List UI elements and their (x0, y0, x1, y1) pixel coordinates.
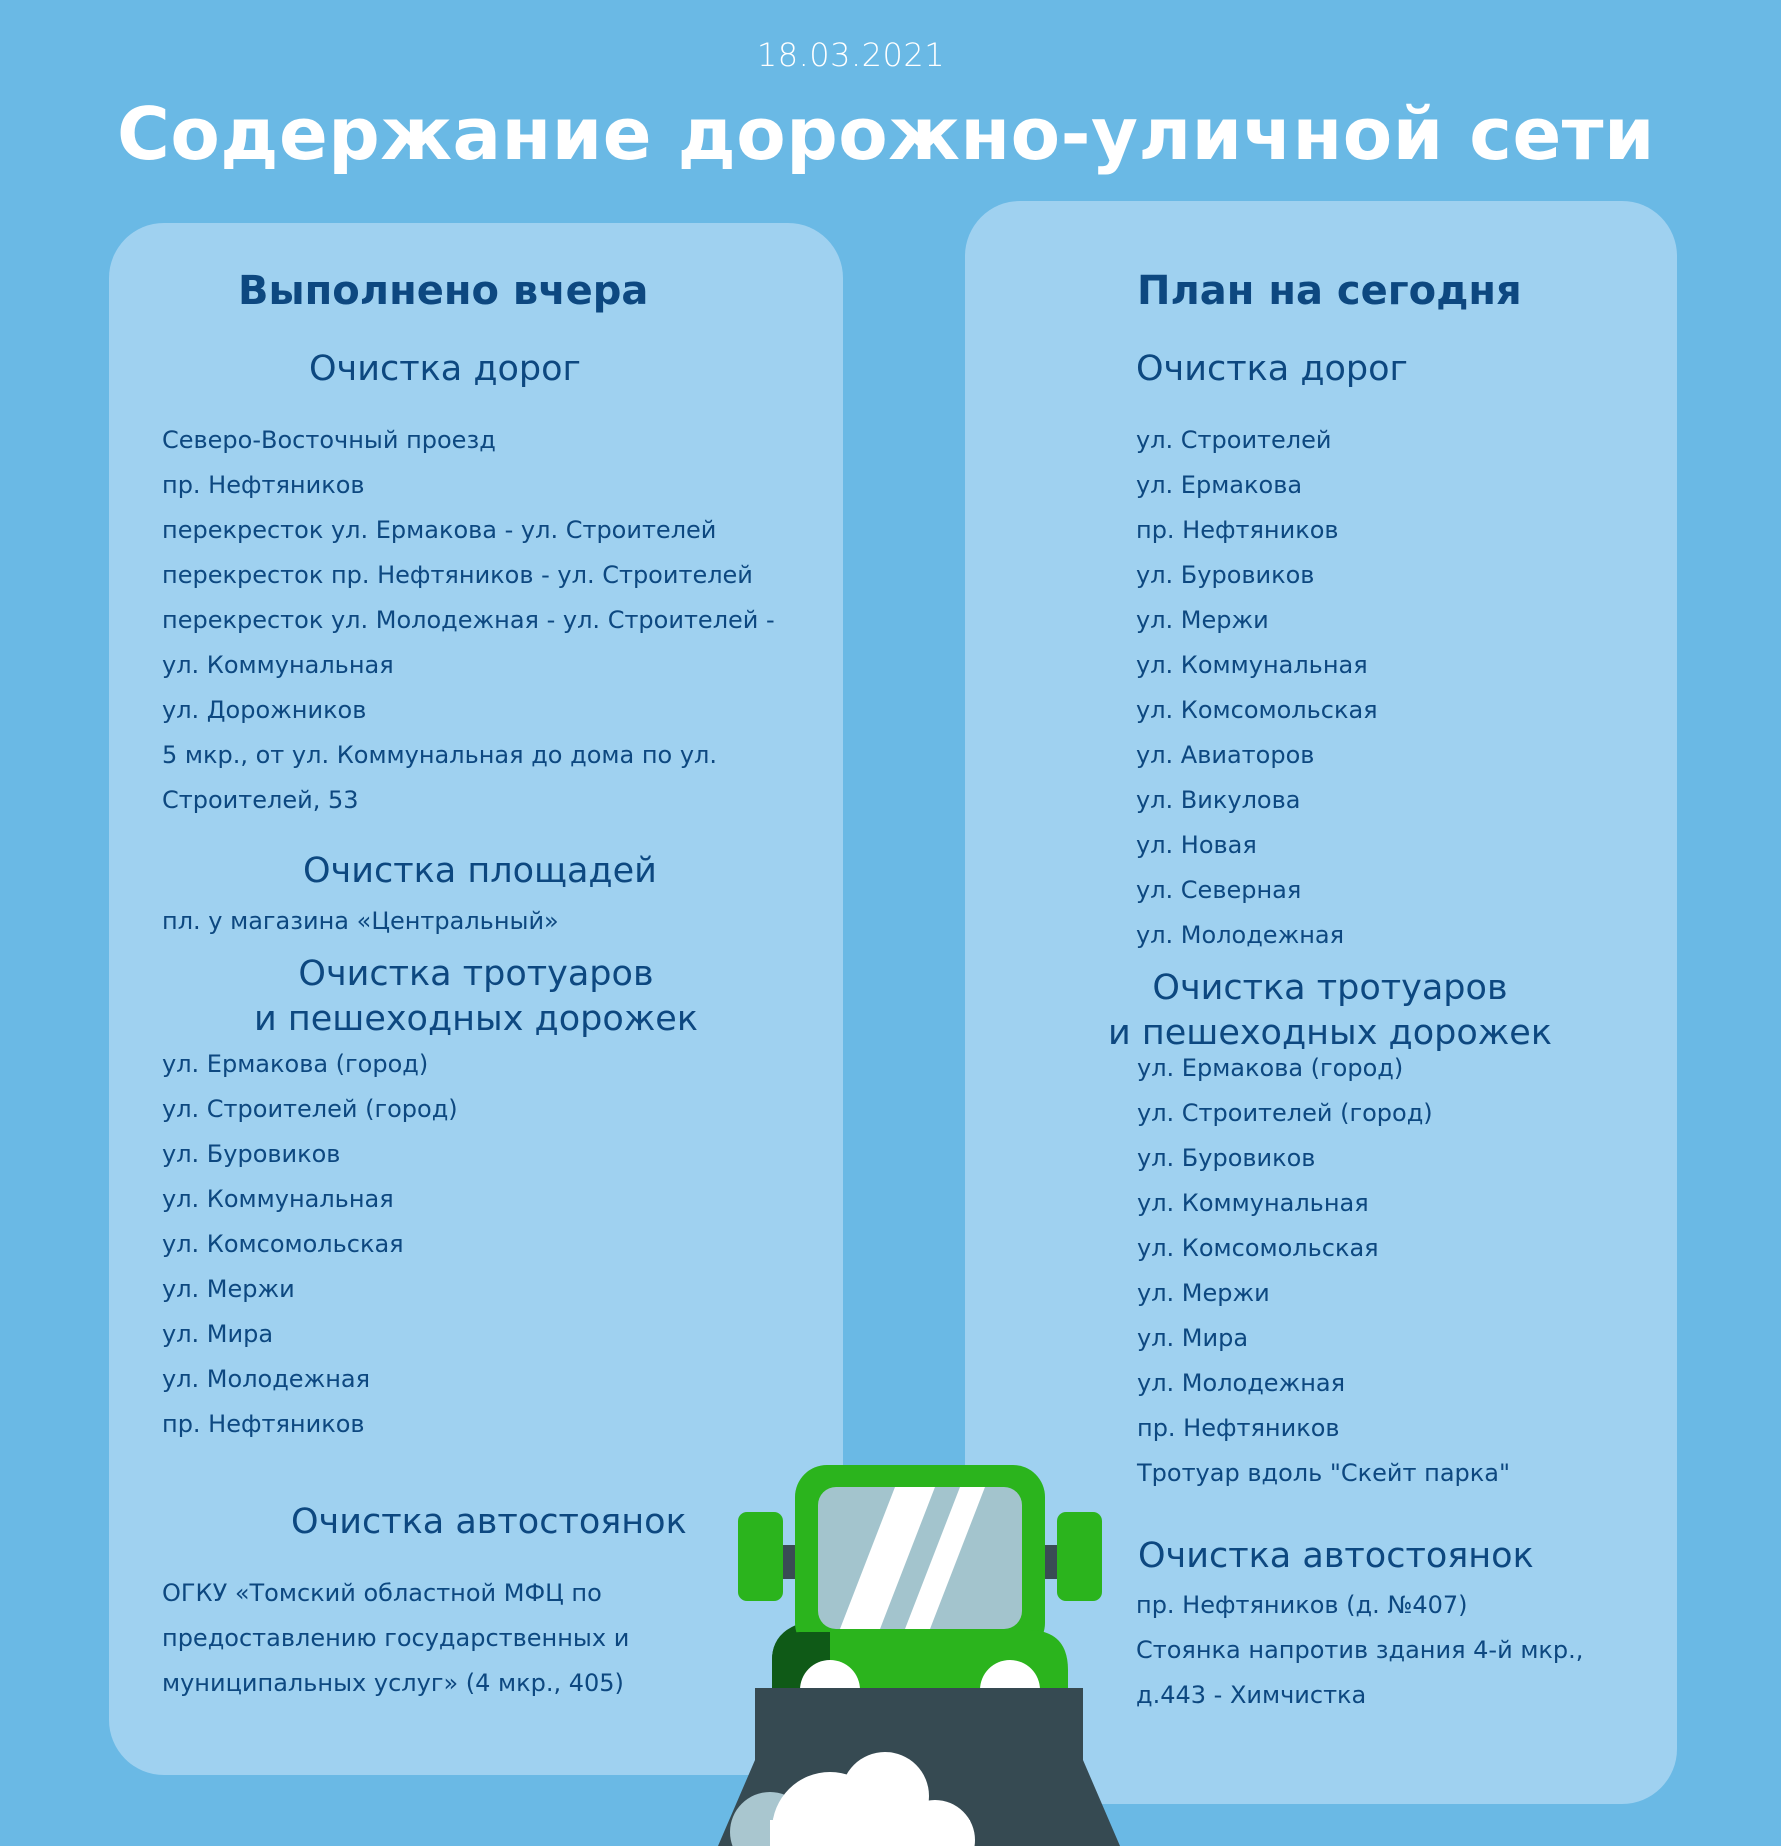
list-item: ул. Строителей (город) (1137, 1099, 1433, 1127)
list-item: предоставлению государственных и (162, 1624, 630, 1652)
snowplow-truck-icon (700, 1455, 1140, 1846)
list-item: ул. Молодежная (162, 1365, 371, 1393)
list-item: пр. Нефтяников (162, 471, 365, 499)
list-item: ул. Комсомольская (162, 1230, 404, 1258)
list-item: ул. Ермакова (город) (1137, 1054, 1404, 1082)
list-roads (162, 418, 775, 823)
list-item: Стоянка напротив здания 4-й мкр., (1136, 1636, 1584, 1664)
list-item: ул. Мира (1137, 1324, 1249, 1352)
list-item: ул. Строителей (город) (162, 1095, 458, 1123)
section-title-sidewalks (109, 952, 843, 1042)
list-item: перекресток ул. Молодежная - ул. Строителей - (162, 606, 775, 634)
list-item: ул. Ермакова (1136, 471, 1303, 499)
panel-heading: План на сегодня (1137, 268, 1522, 314)
list-item: ул. Мержи (1136, 606, 1269, 634)
section-title-sidewalks (1085, 966, 1575, 1056)
list-item: ОГКУ «Томский областной МФЦ по (162, 1579, 602, 1607)
list-item: Строителей, 53 (162, 786, 359, 814)
list-item: ул. Авиаторов (1136, 741, 1315, 769)
list-item: ул. Мира (162, 1320, 274, 1348)
list-item: ул. Буровиков (1136, 561, 1315, 589)
list-item: д.443 - Химчистка (1136, 1681, 1367, 1709)
date-label: 18.03.2021 (756, 36, 946, 74)
list-item: ул. Буровиков (162, 1140, 341, 1168)
section-title-roads: Очистка дорог (309, 349, 581, 389)
list-item: ул. Строителей (1136, 426, 1332, 454)
page-title: Содержание дорожно-уличной сети (117, 92, 1655, 176)
list-item: ул. Коммунальная (1137, 1189, 1369, 1217)
list-item: ул. Коммунальная (162, 651, 394, 679)
list-roads (1136, 418, 1378, 958)
list-item: ул. Коммунальная (162, 1185, 394, 1213)
list-sidewalks (162, 1042, 458, 1447)
list-item: ул. Ермакова (город) (162, 1050, 429, 1078)
list-squares (162, 899, 559, 944)
mirror-left (738, 1512, 783, 1601)
snow-base (770, 1820, 970, 1846)
list-sidewalks (1137, 1046, 1510, 1496)
list-item: ул. Молодежная (1137, 1369, 1346, 1397)
list-item: перекресток ул. Ермакова - ул. Строителей (162, 516, 717, 544)
list-item: пр. Нефтяников (1136, 516, 1339, 544)
section-title-parking: Очистка автостоянок (291, 1502, 687, 1542)
list-item: перекресток пр. Нефтяников - ул. Строителей (162, 561, 753, 589)
list-item: пр. Нефтяников (д. №407) (1136, 1591, 1468, 1619)
list-item: ул. Комсомольская (1137, 1234, 1379, 1262)
list-item: ул. Новая (1136, 831, 1257, 859)
mirror-right (1057, 1512, 1102, 1601)
list-item: ул. Комсомольская (1136, 696, 1378, 724)
section-title-roads: Очистка дорог (1136, 349, 1408, 389)
section-title-squares: Очистка площадей (303, 851, 657, 891)
list-item: ул. Мержи (1137, 1279, 1270, 1307)
list-item: Тротуар вдоль "Скейт парка" (1137, 1459, 1511, 1487)
list-item: пр. Нефтяников (162, 1410, 365, 1438)
list-item: ул. Молодежная (1136, 921, 1345, 949)
list-item: ул. Северная (1136, 876, 1302, 904)
list-item: ул. Мержи (162, 1275, 295, 1303)
list-item: пл. у магазина «Центральный» (162, 907, 559, 935)
section-title-line: Очистка тротуаров (1152, 968, 1508, 1008)
list-item: ул. Коммунальная (1136, 651, 1368, 679)
list-item: 5 мкр., от ул. Коммунальная до дома по ул. (162, 741, 717, 769)
list-item: ул. Викулова (1136, 786, 1301, 814)
section-title-line: и пешеходных дорожек (1108, 1013, 1552, 1053)
list-item: Северо-Восточный проезд (162, 426, 496, 454)
list-item: муниципальных услуг» (4 мкр., 405) (162, 1669, 624, 1697)
panel-heading: Выполнено вчера (238, 268, 649, 314)
list-parking (162, 1571, 629, 1706)
list-item: ул. Дорожников (162, 696, 367, 724)
section-title-parking: Очистка автостоянок (1138, 1536, 1534, 1576)
section-title-line: Очистка тротуаров (298, 954, 654, 994)
list-item: пр. Нефтяников (1137, 1414, 1340, 1442)
section-title-line: и пешеходных дорожек (254, 999, 698, 1039)
list-parking (1136, 1583, 1583, 1718)
list-item: ул. Буровиков (1137, 1144, 1316, 1172)
